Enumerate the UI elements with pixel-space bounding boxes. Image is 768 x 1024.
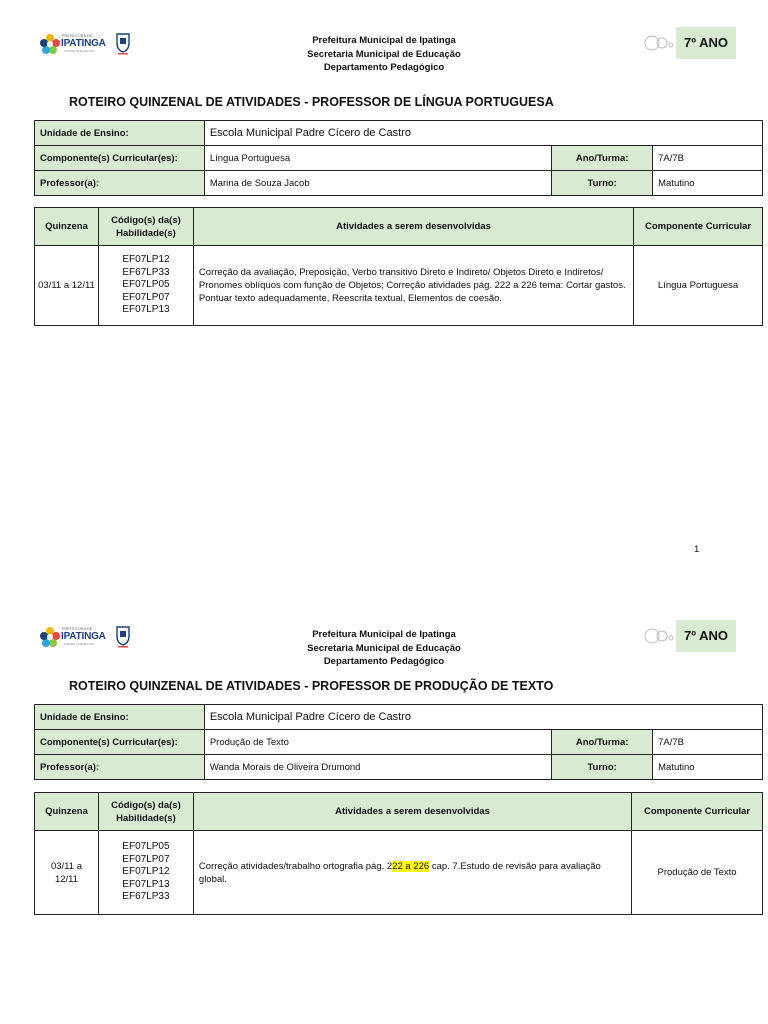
unidade-label: Unidade de Ensino: — [35, 121, 205, 146]
header-line-1: Prefeitura Municipal de Ipatinga — [312, 35, 456, 46]
componente-cell: Língua Portuguesa — [634, 246, 763, 326]
skill-code: EF07LP13 — [122, 878, 170, 890]
flower-icon — [39, 626, 61, 648]
activity-description: Correção da avaliação, Preposição, Verbo transitivo Direto e Indireto/ Objetos Direto e Indiretos/ Pronomes oblíquos com função de Objetos; Correção atividades pág. 222 a 226 tema: Cortar gastos. Pontuar texto adequadamente, Reescrita textual, Elementos de coesão. — [193, 246, 633, 326]
skill-code: EF67LP33 — [122, 891, 170, 903]
header-line-1: Prefeitura Municipal de Ipatinga — [312, 629, 456, 640]
quinzena-cell: 03/11 a 12/11 — [35, 246, 99, 326]
school-info-table — [34, 120, 763, 196]
header-line-3: Departamento Pedagógico — [323, 62, 445, 73]
professor-value: Marina de Souza Jacob — [204, 171, 551, 196]
page-title: ROTEIRO QUINZENAL DE ATIVIDADES - PROFESSOR DE LÍNGUA PORTUGUESA — [69, 95, 554, 109]
flower-icon — [39, 33, 61, 55]
ano-label: Ano/Turma: — [552, 730, 653, 755]
quinzena-cell: 03/11 a 12/11 — [35, 831, 99, 915]
logo-slogan: CIDADE QUE EDUCA — [64, 49, 95, 53]
table-header-row — [35, 793, 763, 831]
skill-code: EF07LP12 — [122, 866, 170, 878]
logo-wordmark: PREFEITURA DE — [62, 34, 93, 38]
header-atividades: Atividades a serem desenvolvidas — [193, 793, 631, 831]
highlighted-pages: 22 a 226 — [392, 860, 430, 872]
activities-table — [34, 207, 763, 326]
table-row — [35, 831, 763, 915]
document-page-2 — [0, 590, 768, 1024]
logo-wordmark: PREFEITURA DE — [62, 627, 93, 631]
table-row — [35, 246, 763, 326]
professor-label: Professor(a): — [35, 755, 205, 780]
table-header-row — [35, 208, 763, 246]
componente-label: Componente(s) Curricular(es): — [35, 146, 205, 171]
logo-slogan: CIDADE QUE EDUCA — [64, 642, 95, 646]
decorative-swirl-icon — [643, 626, 677, 646]
header-line-3: Departamento Pedagógico — [323, 656, 445, 667]
logo-city: IPATINGA — [61, 631, 106, 642]
table-row — [35, 730, 763, 755]
ipatinga-logo — [39, 30, 131, 56]
skill-code: EF07LP05 — [122, 841, 170, 853]
turno-value: Matutino — [653, 755, 763, 780]
header-line-2: Secretaria Municipal de Educação — [307, 642, 461, 654]
school-info-table — [34, 704, 763, 780]
header-institution — [234, 628, 534, 669]
activity-description — [193, 831, 631, 915]
professor-label: Professor(a): — [35, 171, 205, 196]
skill-code: EF07LP07 — [122, 853, 170, 865]
componente-value: Produção de Texto — [204, 730, 551, 755]
header-componente: Componente Curricular — [634, 208, 763, 246]
skill-code: EF67LP33 — [122, 266, 170, 278]
grade-badge: 7º ANO — [676, 620, 736, 652]
header-atividades: Atividades a serem desenvolvidas — [193, 208, 633, 246]
turno-label: Turno: — [552, 755, 653, 780]
turno-value: Matutino — [653, 171, 763, 196]
unidade-value: Escola Municipal Padre Cícero de Castro — [204, 121, 762, 146]
table-row — [35, 121, 763, 146]
header-codigos: Código(s) da(s) Habilidade(s) — [98, 793, 193, 831]
grade-badge-area — [643, 620, 736, 652]
table-row — [35, 146, 763, 171]
header-institution — [234, 34, 534, 75]
skill-code: EF07LP07 — [122, 291, 170, 303]
ano-value: 7A/7B — [653, 146, 763, 171]
header-quinzena: Quinzena — [35, 208, 99, 246]
ipatinga-logo — [39, 623, 131, 649]
table-row — [35, 755, 763, 780]
header-codigos: Código(s) da(s) Habilidade(s) — [98, 208, 193, 246]
skill-code: EF07LP12 — [122, 254, 170, 266]
componente-label: Componente(s) Curricular(es): — [35, 730, 205, 755]
professor-value: Wanda Morais de Oliveira Drumond — [204, 755, 551, 780]
crest-icon — [116, 31, 130, 55]
codes-cell — [98, 246, 193, 326]
turno-label: Turno: — [552, 171, 653, 196]
skill-code: EF07LP13 — [122, 304, 170, 316]
unidade-label: Unidade de Ensino: — [35, 705, 205, 730]
codes-cell — [98, 831, 193, 915]
crest-icon — [116, 624, 130, 648]
grade-badge-area — [643, 27, 736, 59]
activities-table — [34, 792, 763, 915]
page-title: ROTEIRO QUINZENAL DE ATIVIDADES - PROFESSOR DE PRODUÇÃO DE TEXTO — [69, 679, 554, 693]
description-start: Correção atividades/trabalho ortografia pág. 2 — [198, 860, 393, 872]
unidade-value: Escola Municipal Padre Cícero de Castro — [204, 705, 762, 730]
table-row — [35, 171, 763, 196]
logo-city: IPATINGA — [61, 38, 106, 49]
header-line-2: Secretaria Municipal de Educação — [307, 48, 461, 60]
componente-cell: Produção de Texto — [632, 831, 763, 915]
header-componente: Componente Curricular — [632, 793, 763, 831]
ano-value: 7A/7B — [653, 730, 763, 755]
page-number: 1 — [694, 544, 700, 555]
componente-value: Língua Portuguesa — [204, 146, 551, 171]
decorative-swirl-icon — [643, 33, 677, 53]
table-row — [35, 705, 763, 730]
grade-badge: 7º ANO — [676, 27, 736, 59]
header-quinzena: Quinzena — [35, 793, 99, 831]
ano-label: Ano/Turma: — [552, 146, 653, 171]
skill-code: EF07LP05 — [122, 279, 170, 291]
description-end: cap. 7.Estudo de revisão para avaliação global. — [198, 860, 601, 885]
